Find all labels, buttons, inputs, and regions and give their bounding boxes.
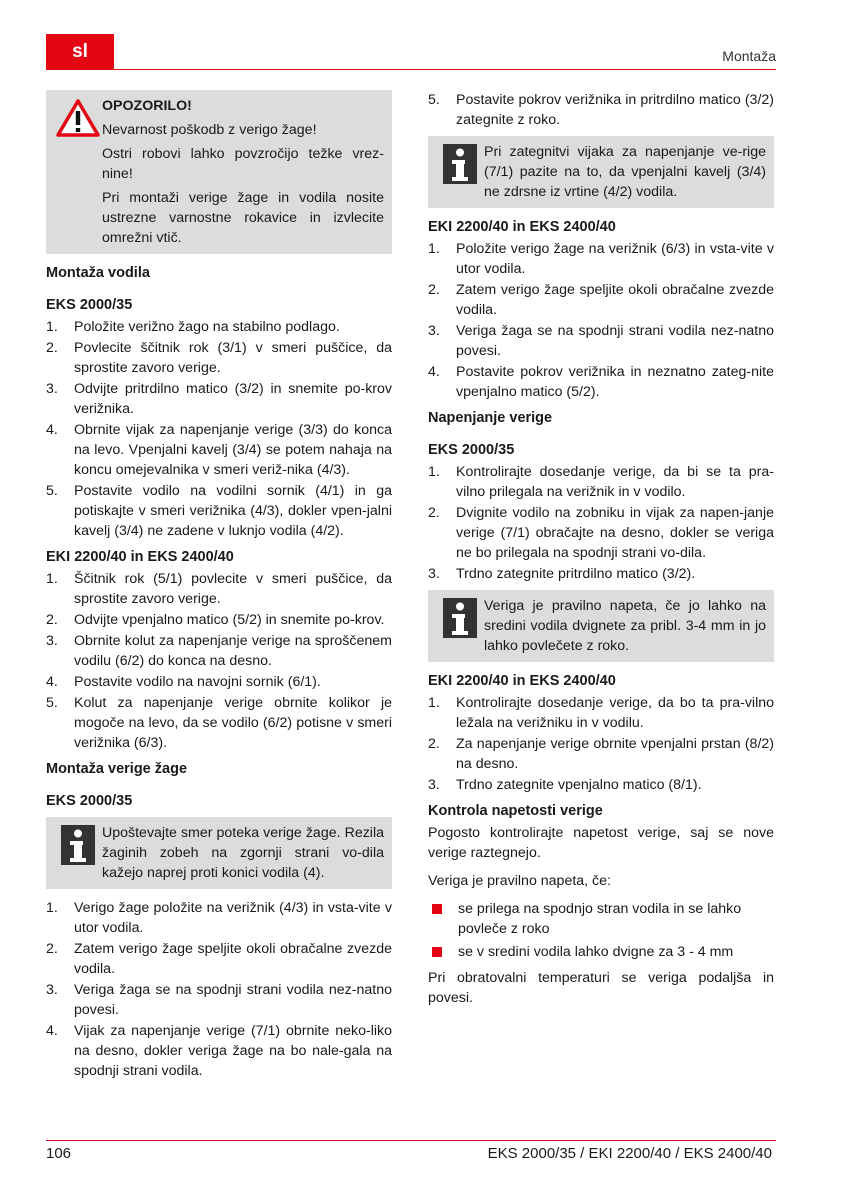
warning-line: Pri montaži verige žage in vodila nosite ustrezne varnostne rokavice in izvlecite omrežni vtič. — [102, 190, 384, 246]
warning-line: Nevarnost poškodb z verigo žage! — [102, 122, 317, 138]
model-heading: EKS 2000/35 — [428, 442, 515, 458]
list-item: 1. Položite verigo žage na verižnik (6/3) in vsta-vite v utor vodila. — [428, 241, 774, 277]
steps-list — [46, 569, 392, 753]
steps-list — [46, 317, 392, 541]
list-item: 2. Povlecite ščitnik rok (3/1) v smeri puščice, da sprostite zavoro verige. — [46, 340, 392, 376]
list-item: 1. Položite verižno žago na stabilno podlago. — [46, 319, 340, 335]
model-heading: EKI 2200/40 in EKS 2400/40 — [428, 219, 616, 235]
list-item: 2. Dvignite vodilo na zobniku in vijak za napen-janje verige (7/1) obračajte na desno, dokler se veriga ne bo prilegala na spodnji strani vo-dila. — [428, 505, 774, 561]
list-item: 3. Veriga žaga se na spodnji strani vodila nez-natno povesi. — [46, 982, 392, 1018]
warning-line: Ostri robovi lahko povzročijo težke vrez-nine! — [102, 146, 384, 182]
warning-title: OPOZORILO! — [102, 98, 192, 114]
list-item: 4. Vijak za napenjanje verige (7/1) obrnite neko-liko na desno, dokler veriga žage na bo nale-gala na spodnji strani vodila. — [46, 1023, 392, 1079]
info-text: Upoštevajte smer poteka verige žage. Rezila žaginih zobeh na zgornji strani vo-dila kažejo naprej proti konici vodila (4). — [102, 825, 384, 881]
header-rule — [46, 69, 776, 70]
list-item: 3. Odvijte pritrdilno matico (3/2) in snemite po-krov verižnika. — [46, 381, 392, 417]
list-item: 4. Postavite pokrov verižnika in neznatno zateg-nite vpenjalno matico (5/2). — [428, 364, 774, 400]
list-item: 2. Zatem verigo žage speljite okoli obračalne zvezde vodila. — [428, 282, 774, 318]
info-icon — [436, 596, 484, 656]
info-text: Veriga je pravilno napeta, če jo lahko na sredini vodila dvignete za pribl. 3-4 mm in jo lahko povlečete z roko. — [484, 598, 766, 654]
model-heading: EKS 2000/35 — [46, 297, 133, 313]
list-item: 3. Veriga žaga se na spodnji strani vodila nez-natno povesi. — [428, 323, 774, 359]
model-heading: EKI 2200/40 in EKS 2400/40 — [46, 549, 234, 565]
warning-triangle-icon — [54, 96, 102, 248]
info-icon — [54, 823, 102, 883]
section-heading-guide: Montaža vodila — [46, 265, 150, 281]
paragraph: Veriga je pravilno napeta, če: — [428, 873, 611, 889]
paragraph: Pri obratovalni temperaturi se veriga podaljša in povesi. — [428, 970, 774, 1006]
language-code: sl — [72, 40, 88, 62]
steps-list — [428, 693, 774, 795]
bullet-square-icon — [428, 942, 458, 962]
list-item: se v sredini vodila lahko dvigne za 3 - 4 mm — [428, 942, 774, 962]
warning-box — [46, 90, 392, 254]
list-item: 5. Postavite pokrov verižnika in pritrdilno matico (3/2) zategnite z roko. — [428, 92, 774, 128]
header-title: Montaža — [722, 48, 776, 64]
footer-models: EKS 2000/35 / EKI 2200/40 / EKS 2400/40 — [487, 1145, 772, 1162]
steps-list — [428, 462, 774, 584]
steps-list — [428, 239, 774, 402]
language-tab — [46, 34, 114, 69]
info-box — [428, 590, 774, 662]
info-text: Pri zategnitvi vijaka za napenjanje ve-rige (7/1) pazite na to, da vpenjalni kavelj (3/4) ne zdrsne iz vrtine (4/2) vodila. — [484, 144, 766, 200]
info-box — [428, 136, 774, 208]
list-item: 1. Verigo žage položite na verižnik (4/3) in vsta-vite v utor vodila. — [46, 900, 392, 936]
info-icon — [436, 142, 484, 202]
list-item: 1. Kontrolirajte dosedanje verige, da bo ta pra-vilno ležala na verižniku in v vodilu. — [428, 695, 774, 731]
model-heading: EKI 2200/40 in EKS 2400/40 — [428, 673, 616, 689]
section-heading-chain: Montaža verige žage — [46, 761, 188, 777]
list-item: 3. Trdno zategnite vpenjalno matico (8/1). — [428, 777, 702, 793]
list-item: 1. Ščitnik rok (5/1) povlecite v smeri puščice, da sprostite zavoro verige. — [46, 571, 392, 607]
list-item: 2. Odvijte vpenjalno matico (5/2) in snemite po-krov. — [46, 612, 385, 628]
model-heading: EKS 2000/35 — [46, 793, 133, 809]
page-number: 106 — [46, 1145, 72, 1162]
bullet-square-icon — [428, 899, 458, 939]
section-heading-tension: Napenjanje verige — [428, 410, 553, 426]
steps-list — [428, 90, 774, 130]
bullet-list — [428, 899, 774, 962]
paragraph: Pogosto kontrolirajte napetost verige, saj se nove verige raztegnejo. — [428, 825, 774, 861]
footer-rule — [46, 1140, 776, 1141]
list-item: 1. Kontrolirajte dosedanje verige, da bi se ta pra-vilno prilegala na verižnik in v vodilo. — [428, 464, 774, 500]
info-box — [46, 817, 392, 889]
list-item: 3. Trdno zategnite pritrdilno matico (3/2). — [428, 566, 696, 582]
section-heading-control: Kontrola napetosti verige — [428, 803, 603, 819]
right-column — [428, 90, 774, 1016]
list-item: 2. Za napenjanje verige obrnite vpenjalni prstan (8/2) na desno. — [428, 736, 774, 772]
left-column — [46, 90, 392, 1087]
list-item: 2. Zatem verigo žage speljite okoli obračalne zvezde vodila. — [46, 941, 392, 977]
steps-list — [46, 898, 392, 1081]
list-item: se prilega na spodnjo stran vodila in se lahko povleče z roko — [428, 899, 774, 939]
list-item: 4. Obrnite vijak za napenjanje verige (3/3) do konca na levo. Vpenjalni kavelj (3/4) se potem nahaja na koncu omejevalnika v smeri veriž-nika (4/3). — [46, 422, 392, 478]
list-item: 4. Postavite vodilo na navojni sornik (6/1). — [46, 674, 321, 690]
list-item: 5. Postavite vodilo na vodilni sornik (4/1) in ga potiskajte v smeri verižnika (4/3), dokler vpen-jalni kavelj (3/4) ne zadene v luknjo vodila (4/2). — [46, 483, 392, 539]
list-item: 3. Obrnite kolut za napenjanje verige na sproščenem vodilu (6/2) do konca na desno. — [46, 633, 392, 669]
list-item: 5. Kolut za napenjanje verige obrnite kolikor je mogoče na levo, da se vodilo (6/2) potisne v smeri verižnika (6/3). — [46, 695, 392, 751]
